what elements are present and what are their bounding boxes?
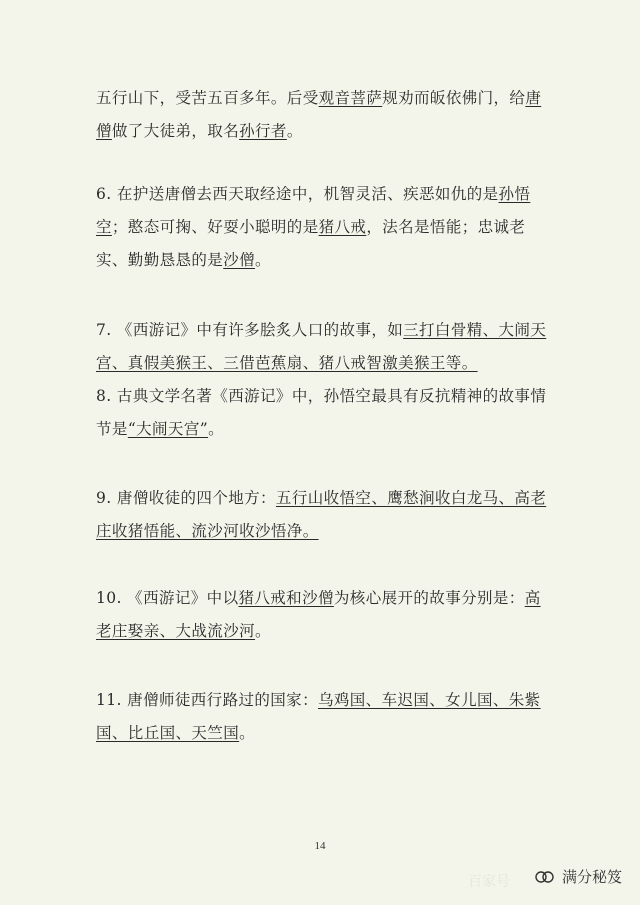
question-text: 。 — [255, 622, 271, 640]
question-text: 为核心展开的故事分别是： — [333, 589, 525, 607]
question-text: 。 — [208, 420, 224, 438]
answer-text: 猪八戒和沙僧 — [238, 589, 334, 607]
paragraph-item-9 — [96, 482, 556, 548]
question-text: 11. 唐僧师徒西行路过的国家： — [96, 691, 318, 709]
question-text: 规劝而皈依佛门，给 — [382, 89, 526, 107]
answer-text: 五行山收悟空、鹰愁涧收白龙马、高老庄收猪悟能、流沙河收沙悟净。 — [96, 489, 547, 540]
answer-text: 观音菩萨 — [318, 89, 383, 107]
answer-text: 猪八戒 — [318, 218, 367, 236]
answer-text: “大闹天宫” — [127, 420, 209, 438]
question-text: ；憨态可掬、好耍小聪明的是 — [111, 218, 319, 236]
paragraph-item-10 — [96, 582, 556, 648]
account-watermark — [534, 866, 622, 887]
question-text: 五行山下，受苦五百多年。后受 — [96, 89, 319, 107]
question-text: 7. 《西游记》中有许多脍炙人口的故事，如 — [96, 321, 404, 339]
paragraph-intro-continuation — [96, 82, 556, 148]
answer-text: 三打白骨精、大闹天宫、真假美猴王、三借芭蕉扇、猪八戒智激美猴王等。 — [96, 321, 547, 372]
paragraph-item-8 — [96, 380, 556, 446]
question-text: 6. 在护送唐僧去西天取经途中，机智灵活、疾恶如仇的是 — [96, 185, 499, 203]
answer-text: 高老庄娶亲、大战流沙河 — [96, 589, 541, 640]
question-text: 8. 古典文学名著《西游记》中，孙悟空最具有反抗精神的故事情节是 — [96, 387, 547, 438]
question-text: ，法名是悟能；忠诚老实、勤勤恳恳的是 — [96, 218, 526, 269]
paragraph-item-7 — [96, 314, 556, 380]
question-text: 。 — [239, 724, 256, 742]
watermark-text: 满分秘笈 — [561, 868, 622, 886]
question-text: 做了大徒弟，取名 — [111, 122, 240, 140]
paragraph-item-11 — [96, 684, 556, 750]
question-text: 。 — [255, 251, 271, 269]
answer-text: 乌鸡国、车迟国、女儿国、朱紫国、比丘国、天竺国 — [96, 691, 541, 742]
answer-text: 孙悟空 — [96, 185, 531, 236]
answer-text: 沙僧 — [223, 251, 256, 269]
question-text: 9. 唐僧收徒的四个地方： — [96, 489, 276, 507]
answer-text: 唐僧 — [96, 89, 542, 140]
faint-watermark: 百家号 — [468, 874, 510, 890]
answer-text: 孙行者 — [239, 122, 287, 140]
page-number: 14 — [314, 840, 326, 852]
question-text: 。 — [286, 122, 303, 140]
paragraph-item-6 — [96, 178, 556, 277]
wechat-official-account-icon — [534, 869, 556, 885]
question-text: 10. 《西游记》中以 — [96, 589, 239, 607]
